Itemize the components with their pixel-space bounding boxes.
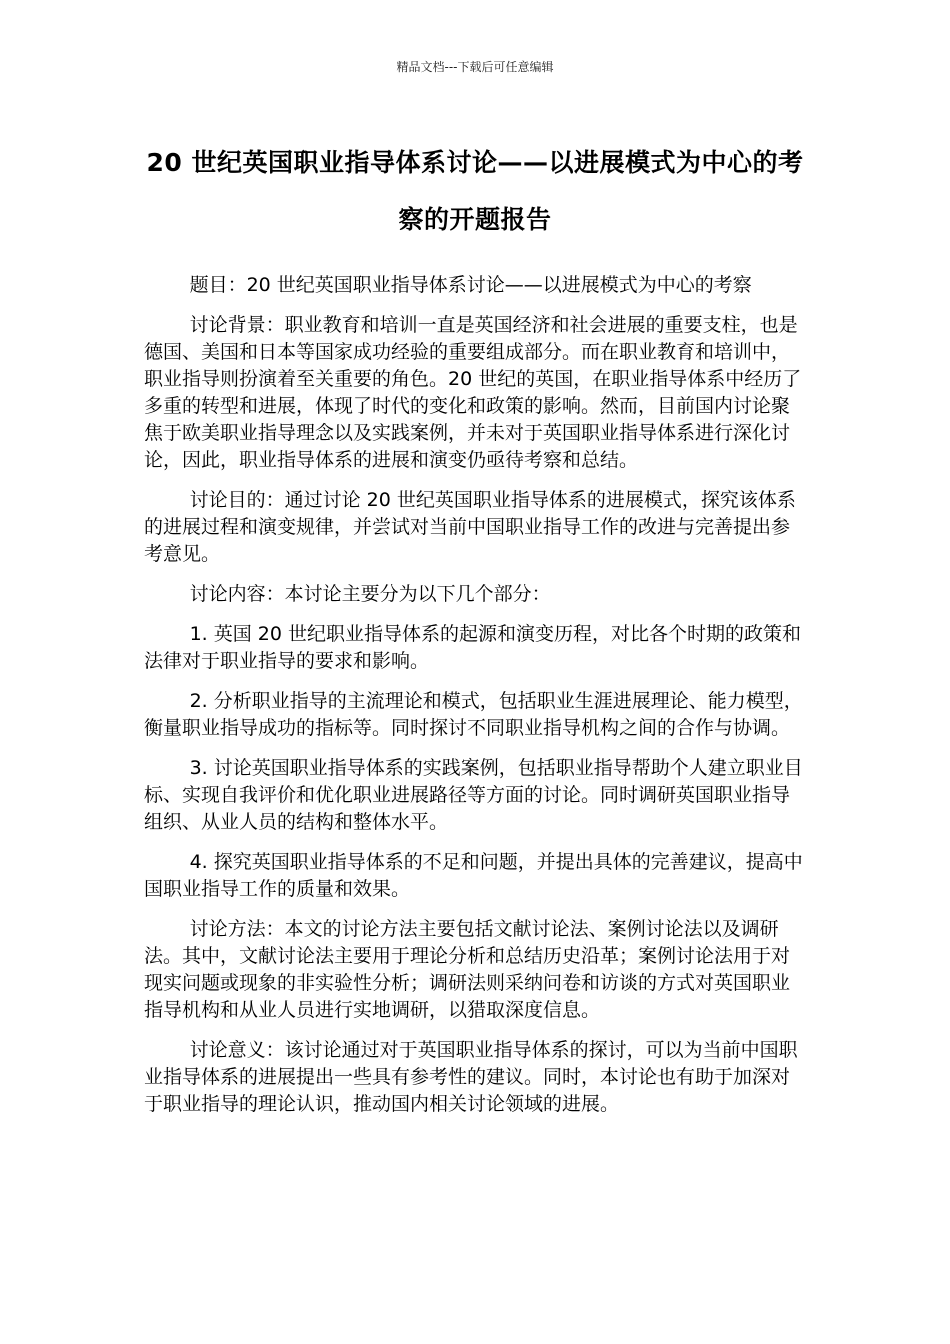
paragraph-content-item-1: 1. 英国 20 世纪职业指导体系的起源和演变历程，对比各个时期的政策和法律对于职业指导的要求和影响。 — [144, 623, 802, 672]
header-watermark: 精品文档---下载后可任意编辑 — [396, 60, 554, 74]
paragraph-topic: 题目：20 世纪英国职业指导体系讨论——以进展模式为中心的考察 — [189, 274, 752, 296]
paragraph-significance: 讨论意义：该讨论通过对于英国职业指导体系的探讨，可以为当前中国职业指导体系的进展提出一些具有参考性的建议。同时，本讨论也有助于加深对于职业指导的理论认识，推动国内相关讨论领域的进展。 — [144, 1039, 798, 1115]
paragraph-purpose: 讨论目的：通过讨论 20 世纪英国职业指导体系的进展模式，探究该体系的进展过程和演变规律，并尝试对当前中国职业指导工作的改进与完善提出参考意见。 — [144, 489, 796, 565]
document-body — [144, 272, 808, 1131]
paragraph-method: 讨论方法：本文的讨论方法主要包括文献讨论法、案例讨论法以及调研法。其中，文献讨论法主要用于理论分析和总结历史沿革；案例讨论法用于对现实问题或现象的非实验性分析；调研法则采纳问卷和访谈的方式对英国职业指导机构和从业人员进行实地调研，以猎取深度信息。 — [144, 918, 791, 1021]
document-title: 20 世纪英国职业指导体系讨论——以进展模式为中心的考察的开题报告 — [146, 148, 804, 234]
paragraph-content-item-3: 3. 讨论英国职业指导体系的实践案例，包括职业指导帮助个人建立职业目标、实现自我评价和优化职业进展路径等方面的讨论。同时调研英国职业指导组织、从业人员的结构和整体水平。 — [144, 757, 803, 833]
paragraph-content-intro: 讨论内容：本讨论主要分为以下几个部分： — [189, 583, 551, 605]
paragraph-content-item-4: 4. 探究英国职业指导体系的不足和问题，并提出具体的完善建议，提高中国职业指导工作的质量和效果。 — [144, 851, 803, 900]
paragraph-background: 讨论背景：职业教育和培训一直是英国经济和社会进展的重要支柱，也是德国、美国和日本等国家成功经验的重要组成部分。而在职业教育和培训中，职业指导则扮演着至关重要的角色。20 世纪的英国，在职业指导体系中经历了多重的转型和进展，体现了时代的变化和政策的影响。然而，目前国内讨论聚焦于欧美职业指导理念以及实践案例，并未对于英国职业指导体系进行深化讨论，因此，职业指导体系的进展和演变仍亟待考察和总结。 — [144, 314, 802, 471]
paragraph-content-item-2: 2. 分析职业指导的主流理论和模式，包括职业生涯进展理论、能力模型，衡量职业指导成功的指标等。同时探讨不同职业指导机构之间的合作与协调。 — [144, 690, 803, 739]
